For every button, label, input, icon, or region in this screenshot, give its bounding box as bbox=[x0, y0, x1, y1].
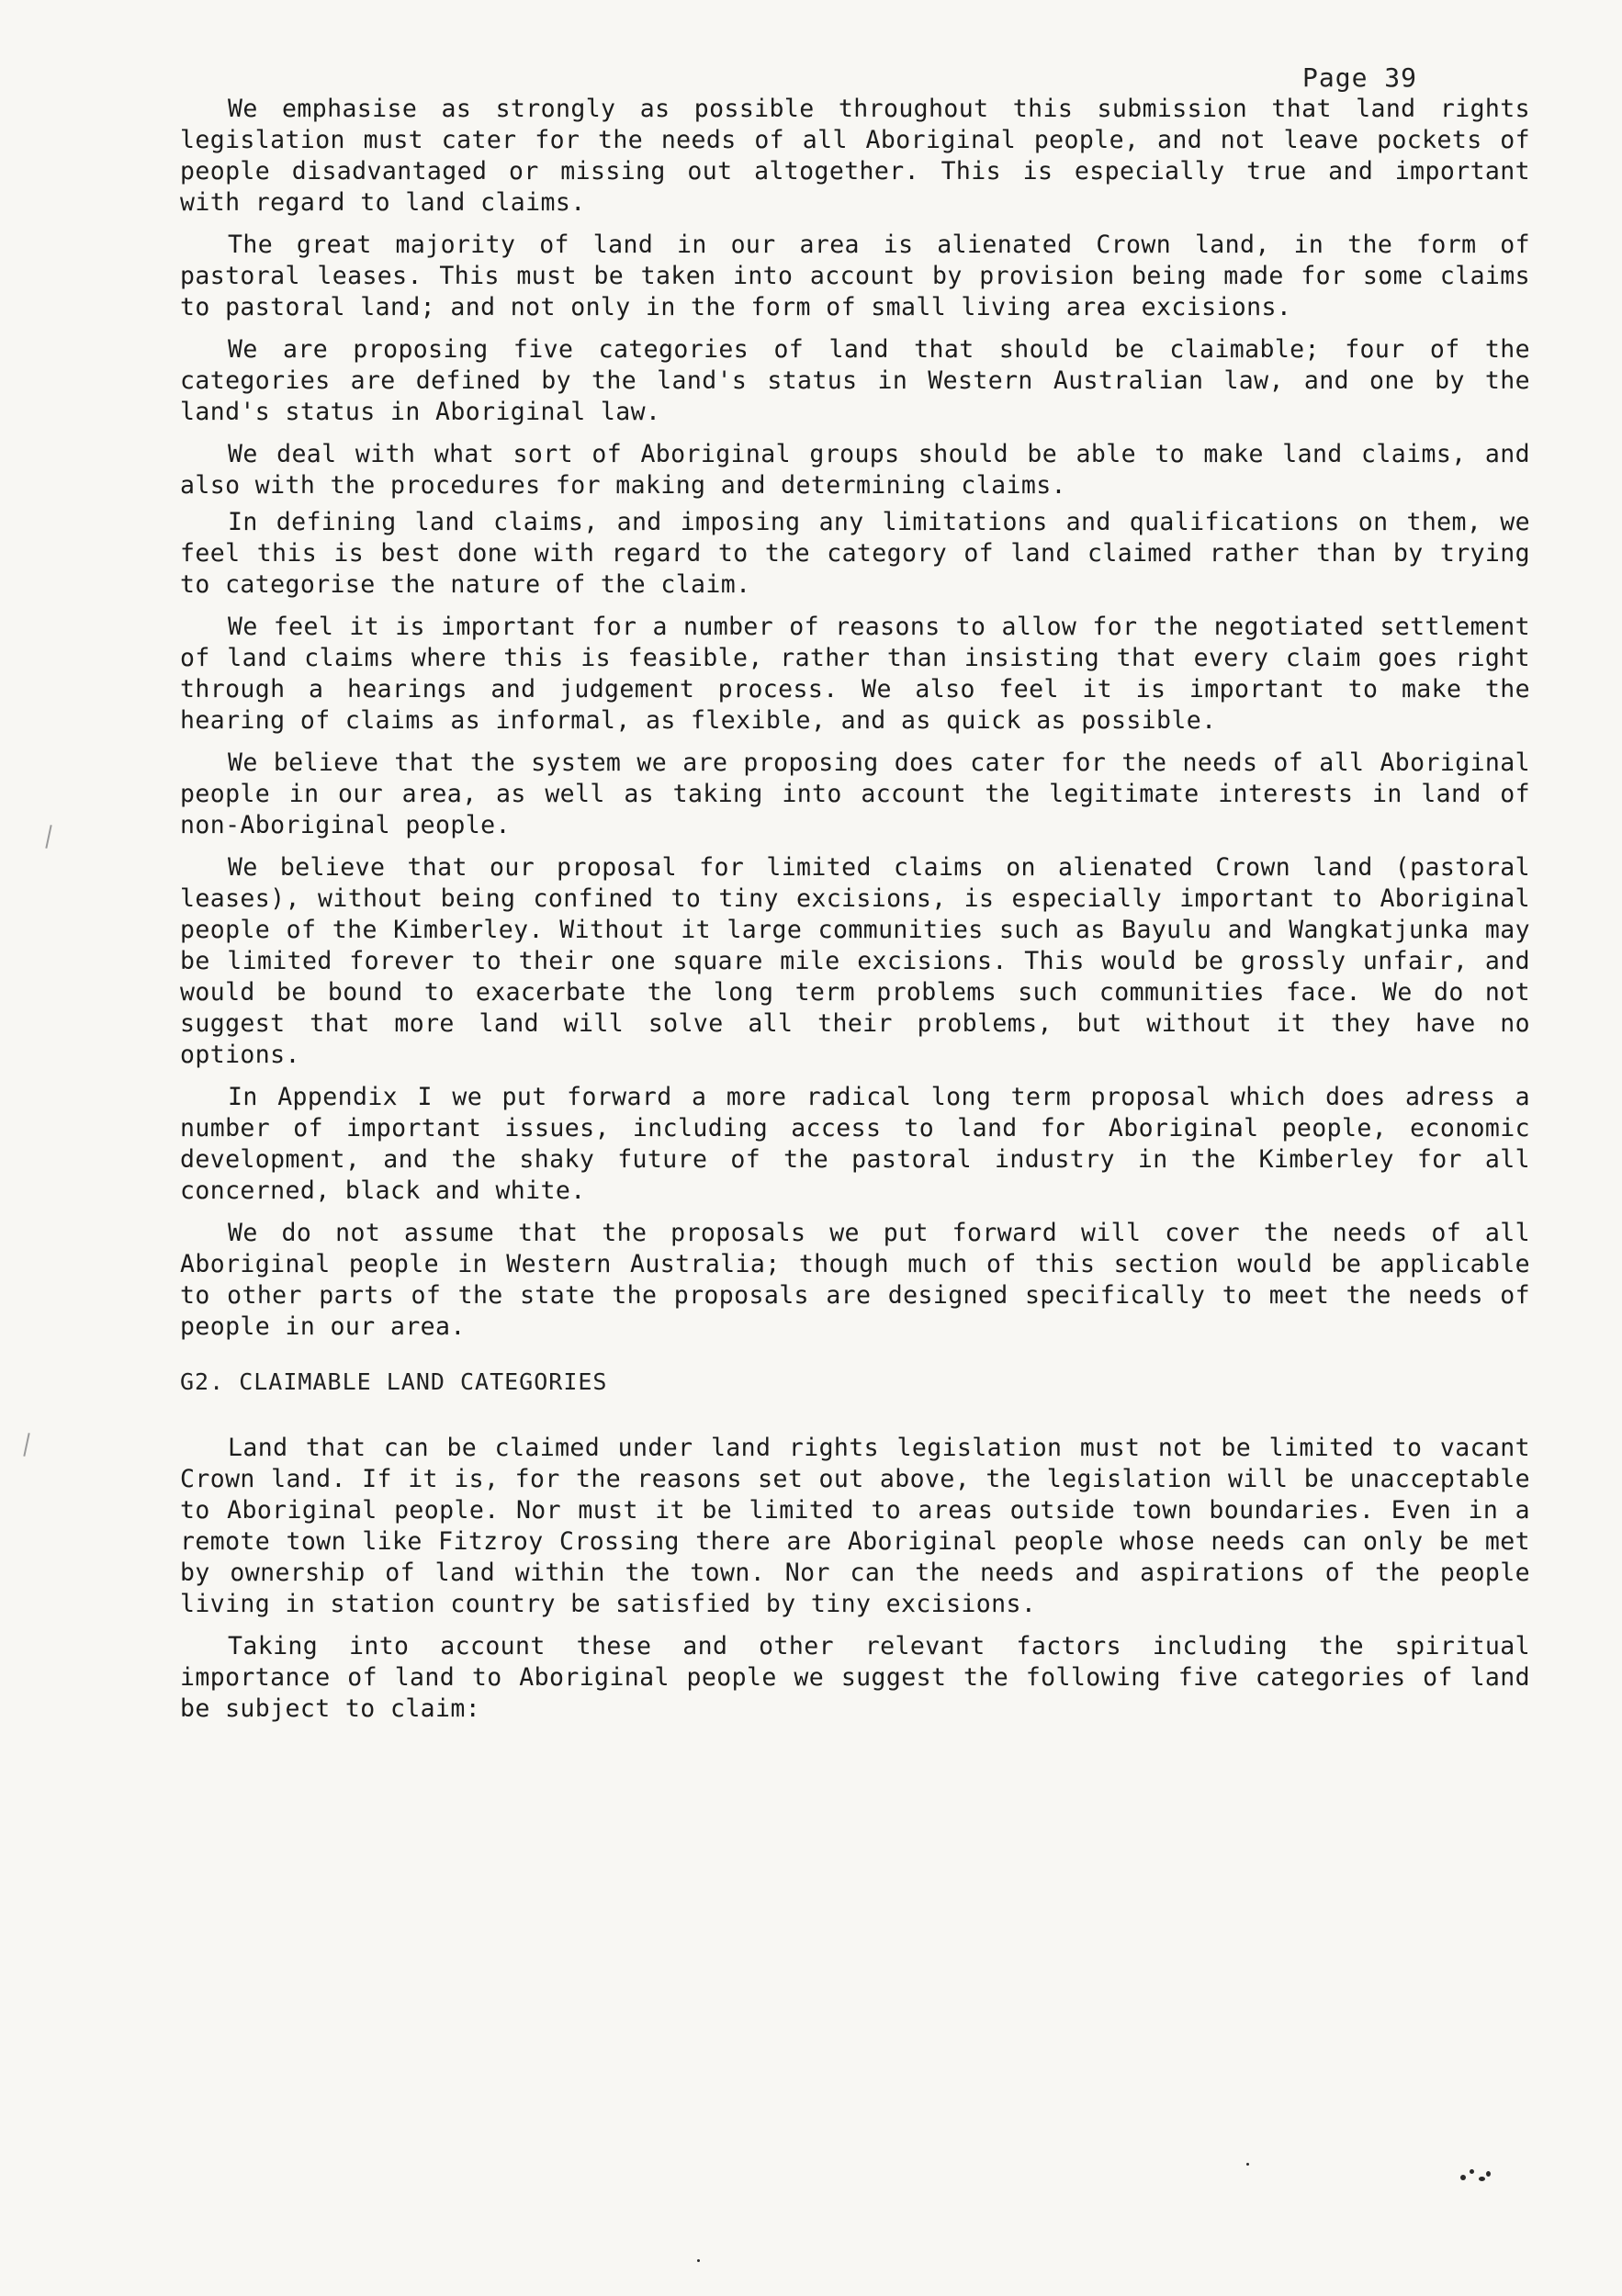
scan-speck bbox=[1460, 2175, 1466, 2180]
paragraph-5: In defining land claims, and imposing any limitations and qualifications on them, we feel this is best done with regard to the category of land claimed rather than by trying to categorise the nature of the claim. bbox=[180, 508, 1530, 599]
margin-mark bbox=[45, 825, 51, 849]
paragraph-4: We deal with what sort of Aboriginal groups should be able to make land claims, and also with the procedures for making and determining claims. bbox=[180, 440, 1530, 500]
paragraph-2: The great majority of land in our area is alienated Crown land, in the form of pastoral leases. This must be taken into account by provision being made for some claims to pastoral land; and not only in the form of small living area excisions. bbox=[180, 231, 1530, 321]
section-paragraph-2: Taking into account these and other relevant factors including the spiritual importance of land to Aboriginal people we suggest the following five categories of land be subject to claim: bbox=[180, 1632, 1530, 1723]
paragraph-6: We feel it is important for a number of reasons to allow for the negotiated settlement of land claims where this is feasible, rather than insisting that every claim goes right through a hearings and judgement process. We also feel it is important to make the hearing of claims as informal, as flexible, and as quick as possible. bbox=[180, 613, 1530, 735]
page-number: Page 39 bbox=[1302, 62, 1418, 93]
scan-speck bbox=[697, 2259, 700, 2262]
margin-mark bbox=[23, 1433, 29, 1457]
paragraph-3: We are proposing five categories of land that should be claimable; four of the categories are defined by the land's status in Western Australian law, and one by the land's status in Aboriginal law. bbox=[180, 335, 1530, 426]
scan-speck bbox=[1246, 2163, 1249, 2166]
scan-speck bbox=[1479, 2177, 1485, 2181]
section-paragraph-1: Land that can be claimed under land rights legislation must not be limited to vacant Crown land. If it is, for the reasons set out above, the legislation will be unacceptable to Aboriginal people. Nor must it be limited to areas outside town boundaries. Even in a remote town like Fitzroy Crossing there are Aboriginal people whose needs can only be met by ownership of land within the town. Nor can the needs and aspirations of the people living in station country be satisfied by tiny excisions. bbox=[180, 1434, 1530, 1618]
section-heading: G2. CLAIMABLE LAND CATEGORIES bbox=[180, 1368, 608, 1395]
paragraph-8: We believe that our proposal for limited claims on alienated Crown land (pastoral leases), without being confined to tiny excisions, is especially important to Aboriginal people of the Kimberley. Without it large communities such as Bayulu and Wangkatjunka may be limited forever to their one square mile excisions. This would be grossly unfair, and would be bound to exacerbate the long term problems such communities face. We do not suggest that more land will solve all their problems, but without it they have no options. bbox=[180, 853, 1530, 1069]
scan-speck bbox=[1486, 2171, 1491, 2177]
paragraph-10: We do not assume that the proposals we put forward will cover the needs of all Aboriginal people in Western Australia; though much of this section would be applicable to other parts of the state the proposals are designed specifically to meet the needs of people in our area. bbox=[180, 1219, 1530, 1341]
paragraph-1: We emphasise as strongly as possible throughout this submission that land rights legislation must cater for the needs of all Aboriginal people, and not leave pockets of people disadvantaged or missing out altogether. This is especially true and important with regard to land claims. bbox=[180, 95, 1530, 217]
paragraph-9: In Appendix I we put forward a more radical long term proposal which does adress a number of important issues, including access to land for Aboriginal people, economic development, and the shaky future of the pastoral industry in the Kimberley for all concerned, black and white. bbox=[180, 1083, 1530, 1205]
document-body bbox=[180, 94, 1530, 1736]
paragraph-7: We believe that the system we are proposing does cater for the needs of all Aboriginal people in our area, as well as taking into account the legitimate interests in land of non-Aboriginal people. bbox=[180, 748, 1530, 839]
scan-speck bbox=[1470, 2169, 1474, 2174]
